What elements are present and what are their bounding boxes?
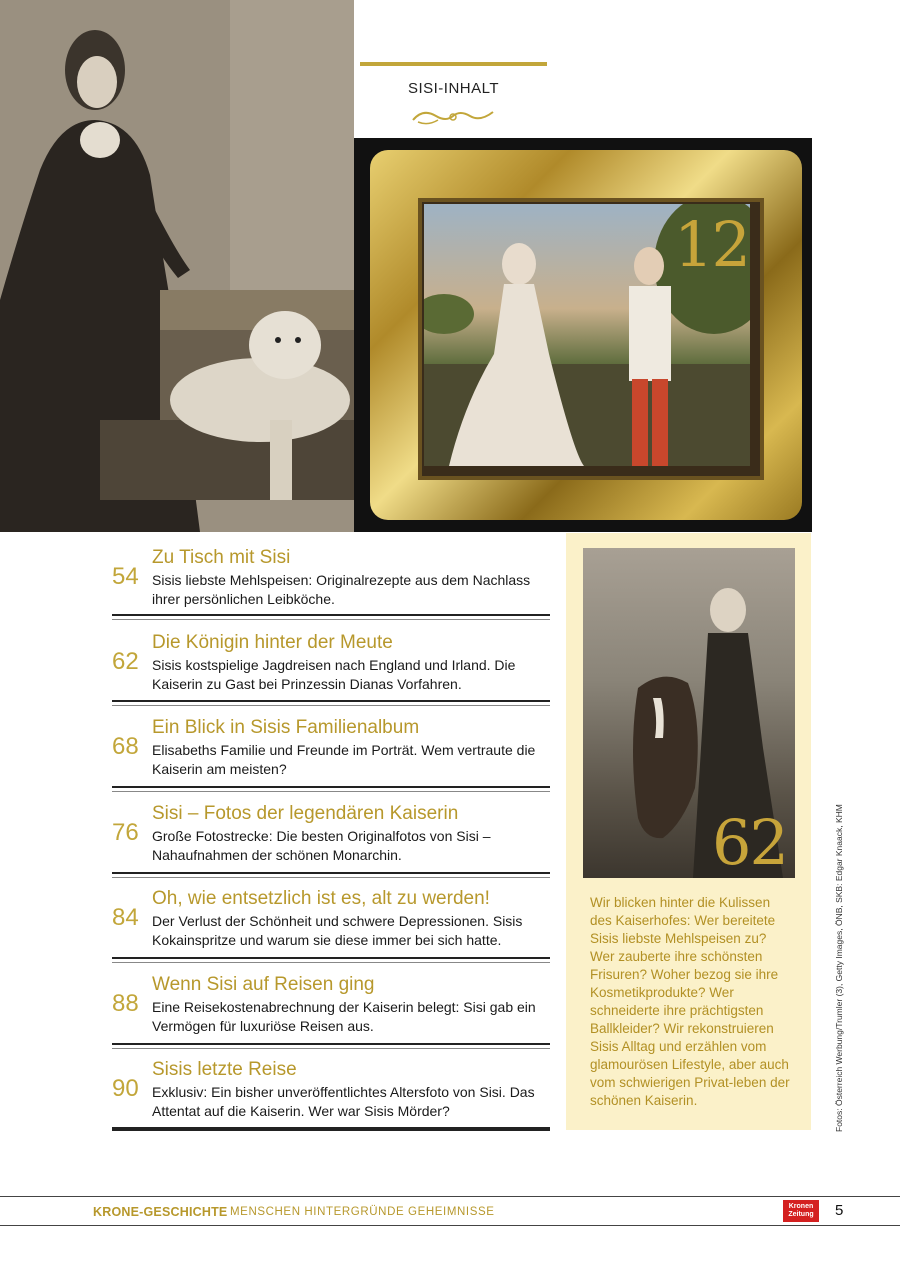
divider-thin [112,962,550,963]
divider-thick [112,614,550,616]
painting-page-number: 12 [674,208,749,281]
divider-thick [112,786,550,788]
toc-page-number: 90 [112,1075,139,1102]
toc-title: Wenn Sisi auf Reisen ging [152,974,375,995]
footer-rule-top [0,1196,900,1197]
toc-divider [112,957,550,963]
toc-page-number: 76 [112,819,139,846]
toc-title: Sisis letzte Reise [152,1059,297,1080]
toc-entry[interactable] [112,1059,550,1129]
toc-entry[interactable] [112,803,550,873]
toc-divider [112,1127,550,1131]
toc-title: Die Königin hinter der Meute [152,632,393,653]
ornament-icon [408,106,498,128]
divider-thin [112,705,550,706]
toc-title: Sisi – Fotos der legendären Kaiserin [152,803,459,824]
divider-thick [112,1127,550,1131]
divider-thin [112,791,550,792]
header-rule [360,62,547,66]
toc-description: Sisis kostspielige Jagdreisen nach England und Irland. Die Kaiserin zu Gast bei Prinzessin Dianas Vorfahren. [152,657,516,692]
toc-title: Ein Blick in Sisis Familienalbum [152,717,420,738]
photo-credits: Fotos: Österreich Werbung/Trumler (3), Getty Images, ÖNB, SKB: Edgar Knaack, KHM [834,804,844,1132]
toc-divider [112,872,550,878]
toc-page-number: 68 [112,733,139,760]
divider-thin [112,619,550,620]
toc-entry[interactable] [112,547,550,617]
toc-description: Exklusiv: Ein bisher unveröffentlichtes Altersfoto von Sisi. Das Attentat auf die Kaiserin. Wer war Sisis Mörder? [152,1084,535,1119]
toc-page-number: 62 [112,648,139,675]
toc-description: Sisis liebste Mehlspeisen: Originalrezepte aus dem Nachlass ihrer persönlichen Leibköche. [152,572,531,607]
toc-divider [112,700,550,706]
toc-divider [112,614,550,620]
toc-description: Elisabeths Familie und Freunde im Porträt. Wem vertraute die Kaiserin am meisten? [152,742,536,777]
toc-divider [112,786,550,792]
toc-page-number: 54 [112,563,139,590]
sidebar-text: Wir blicken hinter die Kulissen des Kaiserhofes: Wer bereitete Sisis liebste Mehlspeisen zu? Wer zauberte ihre schönsten Frisuren? Woher bezog sie ihre Kosmetikprodukte? Wer schneiderte ihre prächtigsten Ballkleider? Wir rekonstruieren Sisis Alltag und erzählen vom glamourösen Lifestyle, aber auch vom schwierigen Privat-leben der schönen Kaiserin. [590,895,790,1108]
toc-description: Der Verlust der Schönheit und schwere Depressionen. Sisis Kokainspritze und warum sie diese immer bei sich hatte. [152,913,523,948]
footer-tagline: MENSCHEN HINTERGRÜNDE GEHEIMNISSE [230,1206,495,1218]
portrait-photo-empress-with-dog [0,0,354,532]
portrait-illustration [0,0,354,532]
divider-thin [112,877,550,878]
footer-rule-bottom [0,1225,900,1226]
toc-entry[interactable] [112,717,550,787]
page-title: SISI-INHALT [407,80,500,97]
divider-thick [112,1043,550,1045]
divider-thick [112,700,550,702]
footer-brand: KRONE-GESCHICHTE [93,1205,228,1219]
toc-entry[interactable] [112,888,550,958]
toc-page-number: 88 [112,990,139,1017]
divider-thin [112,1048,550,1049]
sidebar-page-number: 62 [712,806,787,879]
page-number: 5 [835,1202,844,1219]
divider-thick [112,957,550,959]
toc-page-number: 84 [112,904,139,931]
toc-title: Oh, wie entsetzlich ist es, alt zu werden! [152,888,490,909]
toc-title: Zu Tisch mit Sisi [152,547,291,568]
toc-description: Eine Reisekostenabrechnung der Kaiserin belegt: Sisi gab ein Vermögen für luxuriöse Reisen aus. [152,999,536,1034]
toc-entry[interactable] [112,632,550,702]
toc-description: Große Fotostrecke: Die besten Originalfotos von Sisi – Nahaufnahmen der schönen Monarchin. [152,828,491,863]
toc-divider [112,1043,550,1049]
toc-entry[interactable] [112,974,550,1044]
newspaper-logo: Kronen Zeitung [783,1200,819,1222]
divider-thick [112,872,550,874]
